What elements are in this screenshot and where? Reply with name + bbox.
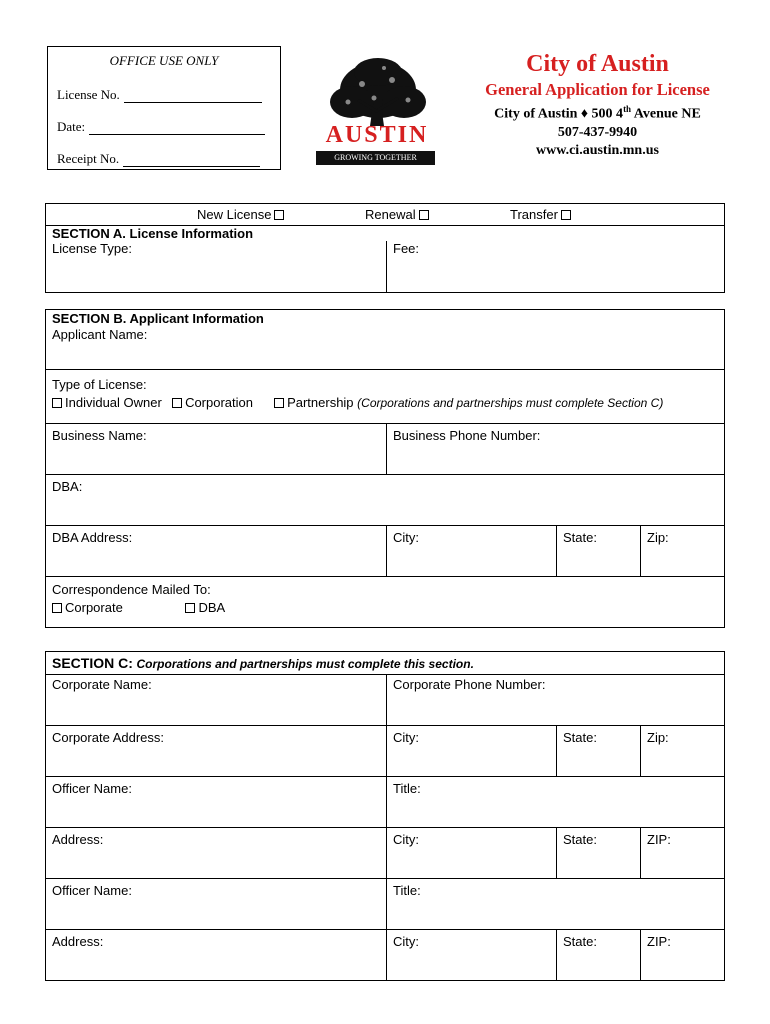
renewal-checkbox[interactable] bbox=[419, 210, 429, 220]
form-title: General Application for License bbox=[485, 80, 710, 99]
officer-2-address-row bbox=[46, 929, 724, 980]
license-no-row bbox=[57, 87, 262, 103]
date-label: Date: bbox=[57, 119, 86, 134]
header-block bbox=[455, 50, 740, 160]
license-type-field[interactable]: License Type: bbox=[52, 241, 132, 256]
date-line[interactable] bbox=[89, 123, 265, 135]
dba-field[interactable]: DBA: bbox=[52, 479, 83, 494]
transfer-option[interactable]: Transfer bbox=[504, 204, 580, 225]
section-a-header bbox=[46, 225, 724, 241]
license-type-row bbox=[46, 241, 724, 292]
officer-1-title-field[interactable]: Title: bbox=[386, 777, 724, 827]
dba-checkbox[interactable] bbox=[185, 603, 195, 613]
corporate-city-field[interactable]: City: bbox=[386, 726, 556, 776]
office-use-title: OFFICE USE ONLY bbox=[109, 53, 219, 68]
officer-2-city-field[interactable]: City: bbox=[386, 930, 556, 980]
section-a-box bbox=[45, 203, 725, 293]
section-c-header bbox=[46, 652, 724, 674]
officer-1-address-field[interactable]: Address: bbox=[52, 832, 104, 847]
corporate-zip-field[interactable]: Zip: bbox=[640, 726, 724, 776]
transfer-checkbox[interactable] bbox=[561, 210, 571, 220]
receipt-no-line[interactable] bbox=[123, 155, 260, 167]
business-phone-field[interactable]: Business Phone Number: bbox=[386, 424, 724, 474]
dba-option-label: DBA bbox=[198, 600, 226, 615]
business-name-field[interactable]: Business Name: bbox=[52, 428, 147, 443]
dba-address-field[interactable]: DBA Address: bbox=[52, 530, 133, 545]
receipt-no-row bbox=[57, 151, 260, 167]
renewal-option[interactable]: Renewal bbox=[359, 204, 438, 225]
dba-city-field[interactable]: City: bbox=[386, 526, 556, 576]
section-b-title: SECTION B. Applicant Information bbox=[52, 311, 264, 326]
phone-line: 507-437-9940 bbox=[557, 124, 638, 140]
austin-logo bbox=[312, 54, 442, 174]
correspondence-cell bbox=[46, 577, 724, 627]
officer-2-title-field[interactable]: Title: bbox=[386, 879, 724, 929]
officer-2-address-field[interactable]: Address: bbox=[52, 934, 104, 949]
officer-1-city-field[interactable]: City: bbox=[386, 828, 556, 878]
officer-2-row bbox=[46, 878, 724, 929]
type-of-license-cell bbox=[46, 370, 724, 423]
corporate-address-field[interactable]: Corporate Address: bbox=[52, 730, 165, 745]
corporation-label: Corporation bbox=[185, 395, 253, 410]
corporate-address-row bbox=[46, 725, 724, 776]
corporate-label: Corporate bbox=[65, 600, 123, 615]
type-of-license-label: Type of License: bbox=[52, 377, 147, 392]
officer-2-name-field[interactable]: Officer Name: bbox=[52, 883, 132, 898]
section-b-header bbox=[46, 310, 724, 326]
business-row bbox=[46, 423, 724, 474]
section-b-box bbox=[45, 309, 725, 628]
logo-word: AUSTIN bbox=[325, 122, 429, 148]
officer-1-row bbox=[46, 776, 724, 827]
license-no-line[interactable] bbox=[124, 91, 262, 103]
corporation-checkbox[interactable] bbox=[172, 398, 182, 408]
corporate-state-field[interactable]: State: bbox=[556, 726, 640, 776]
section-c-title: SECTION C: bbox=[52, 655, 133, 671]
section-c-note: Corporations and partnerships must complete this section. bbox=[136, 657, 474, 671]
license-action-row bbox=[46, 204, 724, 225]
address-line: City of Austin ♦ 500 4th Avenue NE bbox=[494, 104, 701, 122]
officer-1-zip-field[interactable]: ZIP: bbox=[640, 828, 724, 878]
officer-1-state-field[interactable]: State: bbox=[556, 828, 640, 878]
section-c-heading bbox=[46, 652, 480, 674]
type-of-license-row bbox=[46, 369, 724, 423]
corporate-name-row bbox=[46, 674, 724, 725]
logo-tagline: GROWING TOGETHER bbox=[316, 151, 435, 165]
license-no-label: License No. bbox=[57, 87, 120, 102]
applicant-name-field[interactable]: Applicant Name: bbox=[52, 327, 148, 342]
city-title: City of Austin bbox=[526, 51, 669, 77]
correspondence-label: Correspondence Mailed To: bbox=[52, 582, 211, 597]
officer-2-zip-field[interactable]: ZIP: bbox=[640, 930, 724, 980]
receipt-no-label: Receipt No. bbox=[57, 151, 120, 166]
section-c-box bbox=[45, 651, 725, 981]
new-license-checkbox[interactable] bbox=[274, 210, 284, 220]
corporate-checkbox[interactable] bbox=[52, 603, 62, 613]
type-of-license-options bbox=[52, 394, 718, 412]
individual-owner-checkbox[interactable] bbox=[52, 398, 62, 408]
dba-zip-field[interactable]: Zip: bbox=[640, 526, 724, 576]
dba-row bbox=[46, 474, 724, 525]
dba-state-field[interactable]: State: bbox=[556, 526, 640, 576]
new-license-option[interactable]: New License bbox=[191, 204, 293, 225]
officer-1-address-row bbox=[46, 827, 724, 878]
office-use-box bbox=[47, 46, 281, 170]
dba-address-row bbox=[46, 525, 724, 576]
section-a-title: SECTION A. License Information bbox=[52, 226, 254, 241]
corporate-phone-field[interactable]: Corporate Phone Number: bbox=[386, 675, 724, 725]
partnership-label: Partnership bbox=[287, 395, 354, 410]
correspondence-options bbox=[52, 599, 718, 617]
website-line[interactable]: www.ci.austin.mn.us bbox=[536, 142, 659, 158]
fee-field[interactable]: Fee: bbox=[386, 241, 724, 292]
officer-2-state-field[interactable]: State: bbox=[556, 930, 640, 980]
partnership-note: (Corporations and partnerships must complete Section C) bbox=[357, 396, 664, 410]
applicant-name-row bbox=[46, 326, 724, 369]
correspondence-row bbox=[46, 576, 724, 627]
corporate-name-field[interactable]: Corporate Name: bbox=[52, 677, 152, 692]
officer-1-name-field[interactable]: Officer Name: bbox=[52, 781, 132, 796]
individual-owner-label: Individual Owner bbox=[65, 395, 162, 410]
date-row bbox=[57, 119, 265, 135]
partnership-checkbox[interactable] bbox=[274, 398, 284, 408]
